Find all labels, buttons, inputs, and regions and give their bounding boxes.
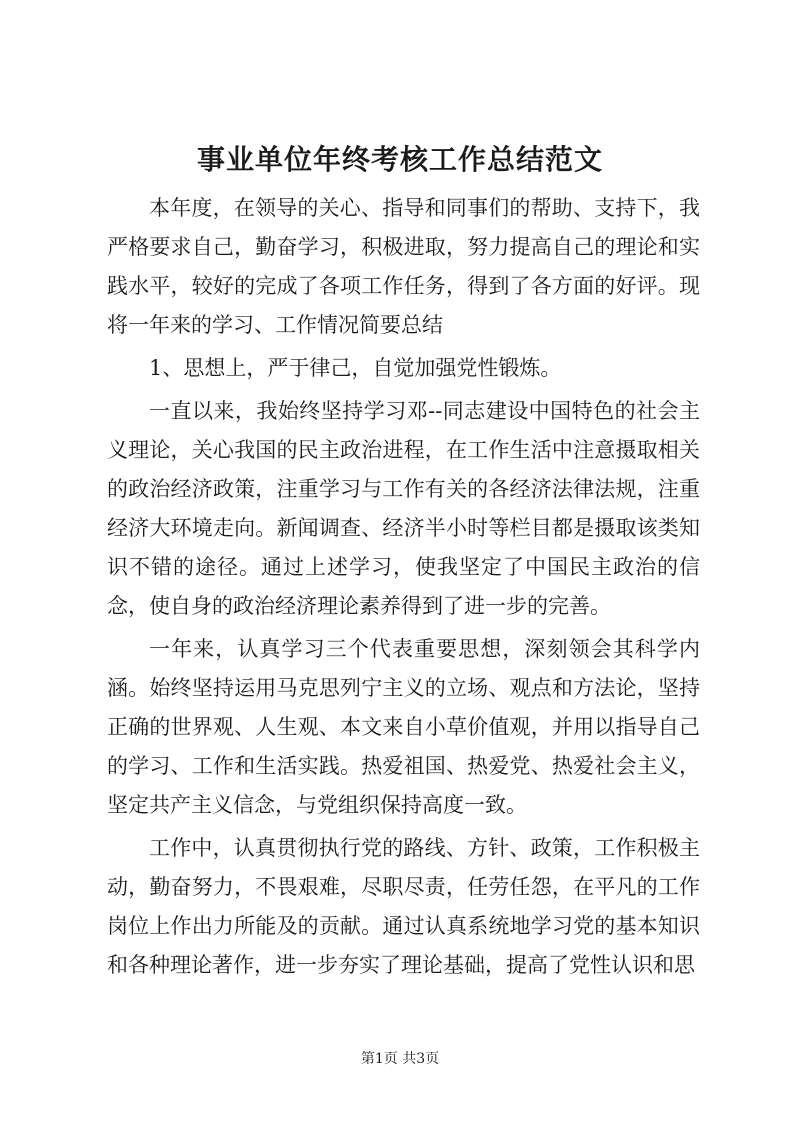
paragraph-work: 工作中，认真贯彻执行党的路线、方针、政策，工作积极主动，勤奋努力，不畏艰难，尽职尽责，任劳任怨，在平凡的工作岗位上作出力所能及的贡献。通过认真系统地学习党的基本知识和各种理论著作，进一步夯实了理论基础，提高了党性认识和思 bbox=[107, 836, 700, 977]
paragraph-intro: 本年度，在领导的关心、指导和同事们的帮助、支持下，我严格要求自己，勤奋学习，积极进取，努力提高自己的理论和实践水平，较好的完成了各项工作任务，得到了各方面的好评。现将一年来的学习、工作情况简要总结 bbox=[107, 196, 700, 337]
paragraph-three-represents: 一年来，认真学习三个代表重要思想，深刻领会其科学内涵。始终坚持运用马克思列宁主义的立场、观点和方法论，坚持正确的世界观、人生观、本文来自小草价值观，并用以指导自己的学习、工作和生活实践。热爱祖国、热爱党、热爱社会主义，坚定共产主义信念，与党组织保持高度一致。 bbox=[107, 637, 700, 817]
paragraph-section-heading: 1、思想上，严于律己，自觉加强党性锻炼。 bbox=[149, 356, 562, 380]
document-title: 事业单位年终考核工作总结范文 bbox=[196, 143, 603, 176]
document-body bbox=[107, 189, 700, 989]
page-number-footer: 第1页 共3页 bbox=[360, 1051, 440, 1067]
paragraph-theory-study: 一直以来，我始终坚持学习邓--同志建设中国特色的社会主义理论，关心我国的民主政治进程，在工作生活中注意摄取相关的政治经济政策，注重学习与工作有关的各经济法律法规，注重经济大环境走向。新闻调查、经济半小时等栏目都是摄取该类知识不错的途径。通过上述学习，使我坚定了中国民主政治的信念，使自身的政治经济理论素养得到了进一步的完善。 bbox=[107, 399, 700, 618]
